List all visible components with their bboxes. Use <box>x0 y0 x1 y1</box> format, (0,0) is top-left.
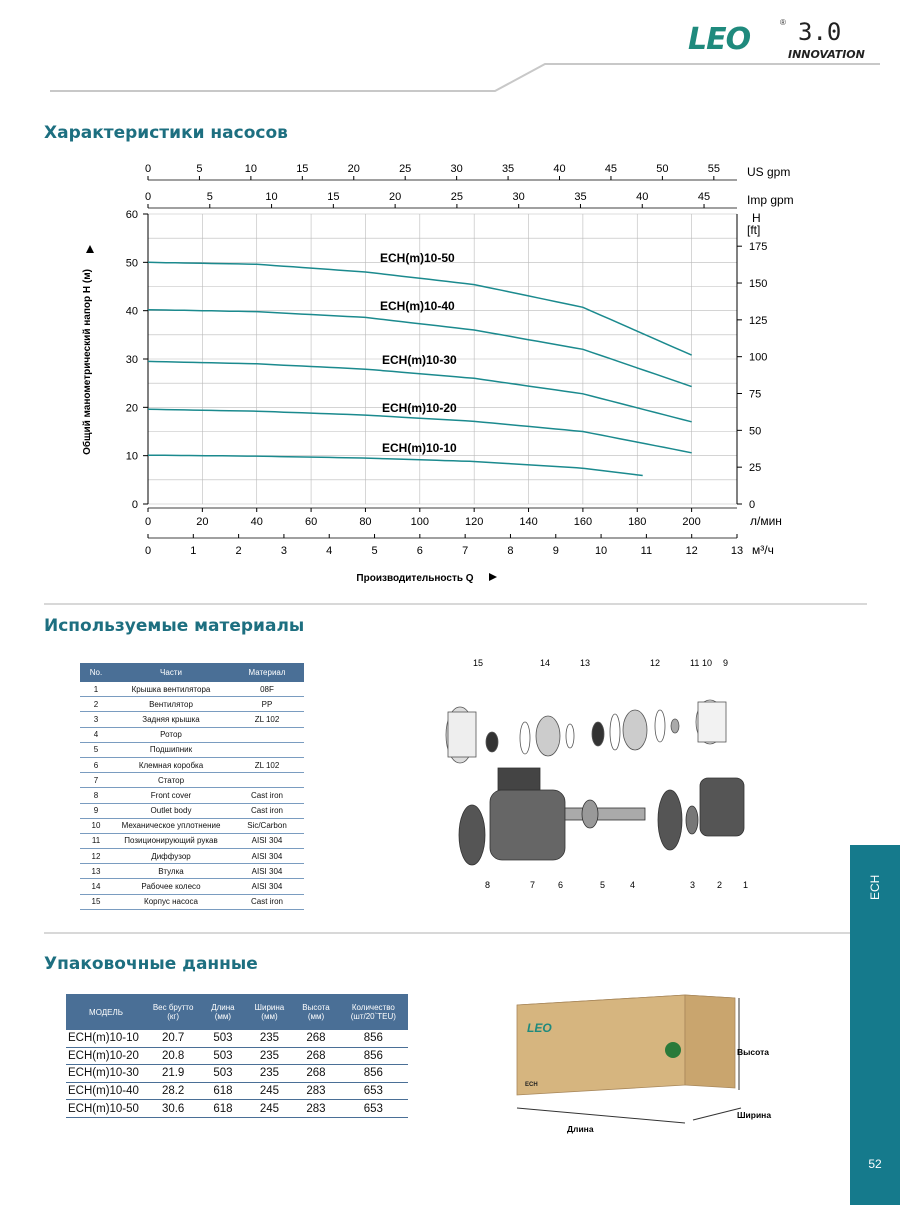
side-tab-label: ECH <box>868 874 882 900</box>
packing-cell: 653 <box>339 1082 408 1100</box>
tick-label-imp-gpm: 25 <box>450 191 464 203</box>
packing-cell: 503 <box>200 1030 245 1047</box>
materials-cell-material: Cast iron <box>230 894 304 909</box>
materials-cell-material: Cast iron <box>230 803 304 818</box>
series-label: ECH(m)10-20 <box>382 401 457 415</box>
materials-row <box>80 773 304 788</box>
tick-label-h-m: 50 <box>125 257 138 270</box>
tick-label-lmin: 180 <box>628 516 647 528</box>
packing-cell: 618 <box>200 1100 245 1118</box>
tick-label-h-m: 0 <box>131 499 138 511</box>
diagram-label: 9 <box>723 658 729 668</box>
tick-label-m3h: 9 <box>552 545 559 557</box>
packing-header-cell: Длина (мм) <box>200 994 245 1030</box>
x-axis-label: Производительность Q <box>356 573 474 584</box>
materials-cell-material: AISI 304 <box>230 849 304 864</box>
tick-label-lmin: 20 <box>196 516 209 528</box>
packing-cell: 268 <box>293 1047 338 1065</box>
series-label: ECH(m)10-30 <box>382 353 457 367</box>
packing-cell: 21.9 <box>146 1065 200 1083</box>
tick-label-h-ft: 25 <box>749 462 762 475</box>
tick-label-lmin: 140 <box>519 516 538 528</box>
materials-cell-no: 14 <box>80 879 112 894</box>
packing-cell: 503 <box>200 1047 245 1065</box>
materials-cell-material: Sic/Carbon <box>230 818 304 833</box>
tick-label-m3h: 4 <box>326 545 333 557</box>
section-title-packing: Упаковочные данные <box>44 954 258 974</box>
tick-label-us-gpm: 30 <box>450 163 463 175</box>
materials-row <box>80 727 304 742</box>
materials-row <box>80 712 304 727</box>
materials-cell-part: Механическое уплотнение <box>112 818 230 833</box>
tick-label-us-gpm: 40 <box>553 163 566 175</box>
materials-cell-no: 2 <box>80 697 112 712</box>
diagram-label: 14 <box>540 658 551 668</box>
packing-cell: 268 <box>293 1065 338 1083</box>
tick-label-us-gpm: 35 <box>501 163 515 175</box>
materials-cell-part: Диффузор <box>112 849 230 864</box>
bottom-parts <box>459 768 744 865</box>
packing-row <box>66 1082 408 1100</box>
series-label: ECH(m)10-40 <box>380 299 455 313</box>
series-label: ECH(m)10-10 <box>382 441 457 455</box>
materials-cell-no: 6 <box>80 757 112 772</box>
tick-label-lmin: 80 <box>359 516 372 528</box>
materials-row <box>80 879 304 894</box>
materials-cell-no: 15 <box>80 894 112 909</box>
tick-label-imp-gpm: 30 <box>512 191 525 203</box>
page-number: 52 <box>868 1157 882 1171</box>
materials-row <box>80 697 304 712</box>
tick-label-lmin: 0 <box>144 516 152 528</box>
packing-cell: ECH(m)10-10 <box>66 1030 146 1047</box>
packing-header-cell: Высота (мм) <box>293 994 338 1030</box>
materials-row <box>80 803 304 818</box>
materials-cell-material <box>230 773 304 788</box>
packing-cell: 653 <box>339 1100 408 1118</box>
tick-label-h-ft: 175 <box>749 241 768 254</box>
unit-us-gpm: US gpm <box>747 165 791 179</box>
top-parts <box>446 700 726 763</box>
materials-cell-no: 4 <box>80 727 112 742</box>
tick-label-m3h: 7 <box>462 545 469 557</box>
packing-table <box>66 994 408 1118</box>
tick-label-h-ft: 0 <box>749 499 756 511</box>
materials-cell-material <box>230 742 304 757</box>
materials-row <box>80 894 304 909</box>
packing-cell: 283 <box>293 1082 338 1100</box>
packing-cell: 20.7 <box>146 1030 200 1047</box>
materials-cell-part: Статор <box>112 773 230 788</box>
tick-label-m3h: 12 <box>685 545 698 557</box>
diagram-label: 8 <box>485 880 491 890</box>
tick-label-m3h: 10 <box>594 545 608 557</box>
materials-cell-no: 10 <box>80 818 112 833</box>
materials-row <box>80 818 304 833</box>
materials-cell-material: AISI 304 <box>230 864 304 879</box>
tick-label-lmin: 160 <box>573 516 593 528</box>
tick-label-us-gpm: 10 <box>244 163 258 175</box>
tick-label-h-ft: 125 <box>749 314 768 327</box>
x-axis-arrow <box>489 573 497 581</box>
packing-header-cell: Ширина (мм) <box>246 994 294 1030</box>
packing-cell: 618 <box>200 1082 245 1100</box>
materials-row <box>80 849 304 864</box>
materials-cell-material <box>230 727 304 742</box>
tick-label-h-ft: 150 <box>749 278 768 291</box>
packing-cell: ECH(m)10-30 <box>66 1065 146 1083</box>
diagram-label: 11 <box>690 658 700 668</box>
materials-cell-no: 5 <box>80 742 112 757</box>
tick-label-h-m: 10 <box>125 450 138 463</box>
logo-version: 3.0 <box>798 18 842 46</box>
unit-imp-gpm: Imp gpm <box>747 193 794 207</box>
materials-cell-no: 12 <box>80 849 112 864</box>
section-title-characteristics: Характеристики насосов <box>44 123 288 143</box>
tick-label-us-gpm: 55 <box>707 163 720 175</box>
packing-cell: 245 <box>246 1082 294 1100</box>
tick-label-lmin: 200 <box>682 516 701 528</box>
tick-label-us-gpm: 45 <box>604 163 618 175</box>
materials-header-part: Части <box>112 663 230 682</box>
diagram-label: 10 <box>702 658 713 668</box>
tick-label-imp-gpm: 10 <box>265 191 278 203</box>
packing-row <box>66 1065 408 1083</box>
tick-label-imp-gpm: 0 <box>144 191 152 203</box>
carton-box-illustration <box>495 990 795 1140</box>
materials-table <box>80 663 304 910</box>
diagram-label: 3 <box>690 880 696 890</box>
materials-cell-part: Задняя крышка <box>112 712 230 727</box>
tick-label-h-ft: 75 <box>749 388 762 401</box>
tick-label-imp-gpm: 40 <box>636 191 649 203</box>
tick-label-m3h: 6 <box>416 545 423 557</box>
side-tab <box>850 845 900 1205</box>
packing-cell: ECH(m)10-50 <box>66 1100 146 1118</box>
materials-cell-no: 9 <box>80 803 112 818</box>
materials-row <box>80 757 304 772</box>
tick-label-imp-gpm: 20 <box>388 191 402 203</box>
tick-label-us-gpm: 50 <box>656 163 669 175</box>
tick-label-us-gpm: 20 <box>347 163 360 175</box>
diagram-label: 7 <box>530 880 536 890</box>
box-length-label: Длина <box>567 1124 594 1134</box>
packing-cell: 235 <box>246 1030 294 1047</box>
tick-label-us-gpm: 15 <box>296 163 309 175</box>
tick-label-imp-gpm: 15 <box>327 191 340 203</box>
packing-cell: 235 <box>246 1047 294 1065</box>
unit-h: H <box>752 211 761 225</box>
tick-label-lmin: 40 <box>250 516 263 528</box>
materials-cell-material: PP <box>230 697 304 712</box>
exploded-view-diagram <box>430 650 760 895</box>
materials-cell-part: Outlet body <box>112 803 230 818</box>
tick-label-m3h: 11 <box>640 545 653 557</box>
tick-label-m3h: 3 <box>280 545 287 557</box>
materials-cell-part: Ротор <box>112 727 230 742</box>
packing-cell: ECH(m)10-40 <box>66 1082 146 1100</box>
pump-curve-chart <box>0 150 900 595</box>
materials-cell-part: Вентилятор <box>112 697 230 712</box>
packing-cell: 28.2 <box>146 1082 200 1100</box>
tick-label-m3h: 13 <box>730 545 744 557</box>
packing-cell: 20.8 <box>146 1047 200 1065</box>
tick-label-imp-gpm: 35 <box>574 191 587 203</box>
tick-label-m3h: 2 <box>235 545 242 557</box>
packing-row <box>66 1047 408 1065</box>
tick-label-m3h: 0 <box>144 545 152 557</box>
packing-cell: ECH(m)10-20 <box>66 1047 146 1065</box>
materials-cell-no: 13 <box>80 864 112 879</box>
y-axis-label: Общий манометрический напор H (м) <box>82 269 93 455</box>
diagram-label: 5 <box>600 880 606 890</box>
materials-cell-material: Cast iron <box>230 788 304 803</box>
packing-row <box>66 1100 408 1118</box>
diagram-label: 1 <box>743 880 749 890</box>
materials-row <box>80 682 304 697</box>
logo-leo: LEO <box>688 22 751 57</box>
section-title-materials: Используемые материалы <box>44 616 305 636</box>
packing-cell: 245 <box>246 1100 294 1118</box>
logo-reg: ® <box>780 18 786 27</box>
materials-cell-part: Позиционирующий рукав <box>112 833 230 848</box>
diagram-label: 13 <box>580 658 591 668</box>
series-line <box>148 455 643 475</box>
tick-label-us-gpm: 5 <box>196 163 203 175</box>
materials-cell-no: 8 <box>80 788 112 803</box>
materials-cell-material: AISI 304 <box>230 833 304 848</box>
box-model: ECH <box>525 1082 538 1088</box>
separator <box>44 603 867 605</box>
packing-cell: 235 <box>246 1065 294 1083</box>
tick-label-h-m: 20 <box>125 402 138 415</box>
logo-tagline: INNOVATION <box>788 48 865 61</box>
materials-cell-part: Клемная коробка <box>112 757 230 772</box>
packing-header-cell: МОДЕЛЬ <box>66 994 146 1030</box>
brand-logo <box>688 18 878 66</box>
materials-cell-no: 1 <box>80 682 112 697</box>
materials-cell-part: Front cover <box>112 788 230 803</box>
box-width-label: Ширина <box>737 1110 772 1120</box>
packing-header-cell: Вес брутто (кг) <box>146 994 200 1030</box>
tick-label-m3h: 1 <box>190 545 197 557</box>
box-height-label: Высота <box>737 1047 769 1057</box>
tick-label-m3h: 5 <box>371 545 378 557</box>
materials-cell-no: 3 <box>80 712 112 727</box>
materials-cell-material: AISI 304 <box>230 879 304 894</box>
unit-m3h: м³/ч <box>752 543 774 557</box>
packing-cell: 856 <box>339 1065 408 1083</box>
tick-label-lmin: 60 <box>304 516 318 528</box>
tick-label-us-gpm: 0 <box>144 163 152 175</box>
tick-label-h-ft: 50 <box>749 425 762 438</box>
materials-header-row <box>80 663 304 682</box>
materials-row <box>80 742 304 757</box>
packing-cell: 30.6 <box>146 1100 200 1118</box>
tick-label-imp-gpm: 5 <box>206 191 213 203</box>
tick-label-us-gpm: 25 <box>399 163 412 175</box>
packing-cell: 856 <box>339 1030 408 1047</box>
materials-cell-part: Крышка вентилятора <box>112 682 230 697</box>
packing-cell: 856 <box>339 1047 408 1065</box>
packing-cell: 268 <box>293 1030 338 1047</box>
diagram-label: 12 <box>650 658 661 668</box>
materials-cell-material: ZL 102 <box>230 757 304 772</box>
y-axis-arrow <box>86 245 94 253</box>
tick-label-imp-gpm: 45 <box>697 191 711 203</box>
separator <box>44 932 867 934</box>
materials-row <box>80 788 304 803</box>
tick-label-m3h: 8 <box>507 545 514 557</box>
tick-label-h-m: 30 <box>125 354 138 366</box>
packing-row <box>66 1030 408 1047</box>
tick-label-h-m: 40 <box>125 305 138 318</box>
materials-header-material: Материал <box>230 663 304 682</box>
packing-header-cell: Количество (шт/20`TEU) <box>339 994 408 1030</box>
diagram-label: 15 <box>473 658 484 668</box>
materials-cell-material: 08F <box>230 682 304 697</box>
materials-row <box>80 864 304 879</box>
diagram-label: 2 <box>717 880 723 890</box>
materials-cell-part: Подшипник <box>112 742 230 757</box>
series-label: ECH(m)10-50 <box>380 251 455 265</box>
packing-cell: 503 <box>200 1065 245 1083</box>
materials-cell-no: 7 <box>80 773 112 788</box>
materials-header-no: No. <box>80 663 112 682</box>
tick-label-lmin: 120 <box>464 516 484 528</box>
unit-lmin: л/мин <box>750 514 782 528</box>
diagram-label: 4 <box>630 880 636 890</box>
box-logo: LEO <box>527 1021 552 1035</box>
tick-label-lmin: 100 <box>410 516 429 528</box>
materials-cell-material: ZL 102 <box>230 712 304 727</box>
packing-cell: 283 <box>293 1100 338 1118</box>
materials-row <box>80 833 304 848</box>
materials-cell-no: 11 <box>80 833 112 848</box>
tick-label-h-ft: 100 <box>749 351 768 364</box>
materials-cell-part: Втулка <box>112 864 230 879</box>
materials-cell-part: Рабочее колесо <box>112 879 230 894</box>
diagram-label: 6 <box>558 880 564 890</box>
materials-cell-part: Корпус насоса <box>112 894 230 909</box>
packing-header-row <box>66 994 408 1030</box>
tick-label-h-m: 60 <box>125 209 138 221</box>
unit-ft: [ft] <box>747 223 761 237</box>
